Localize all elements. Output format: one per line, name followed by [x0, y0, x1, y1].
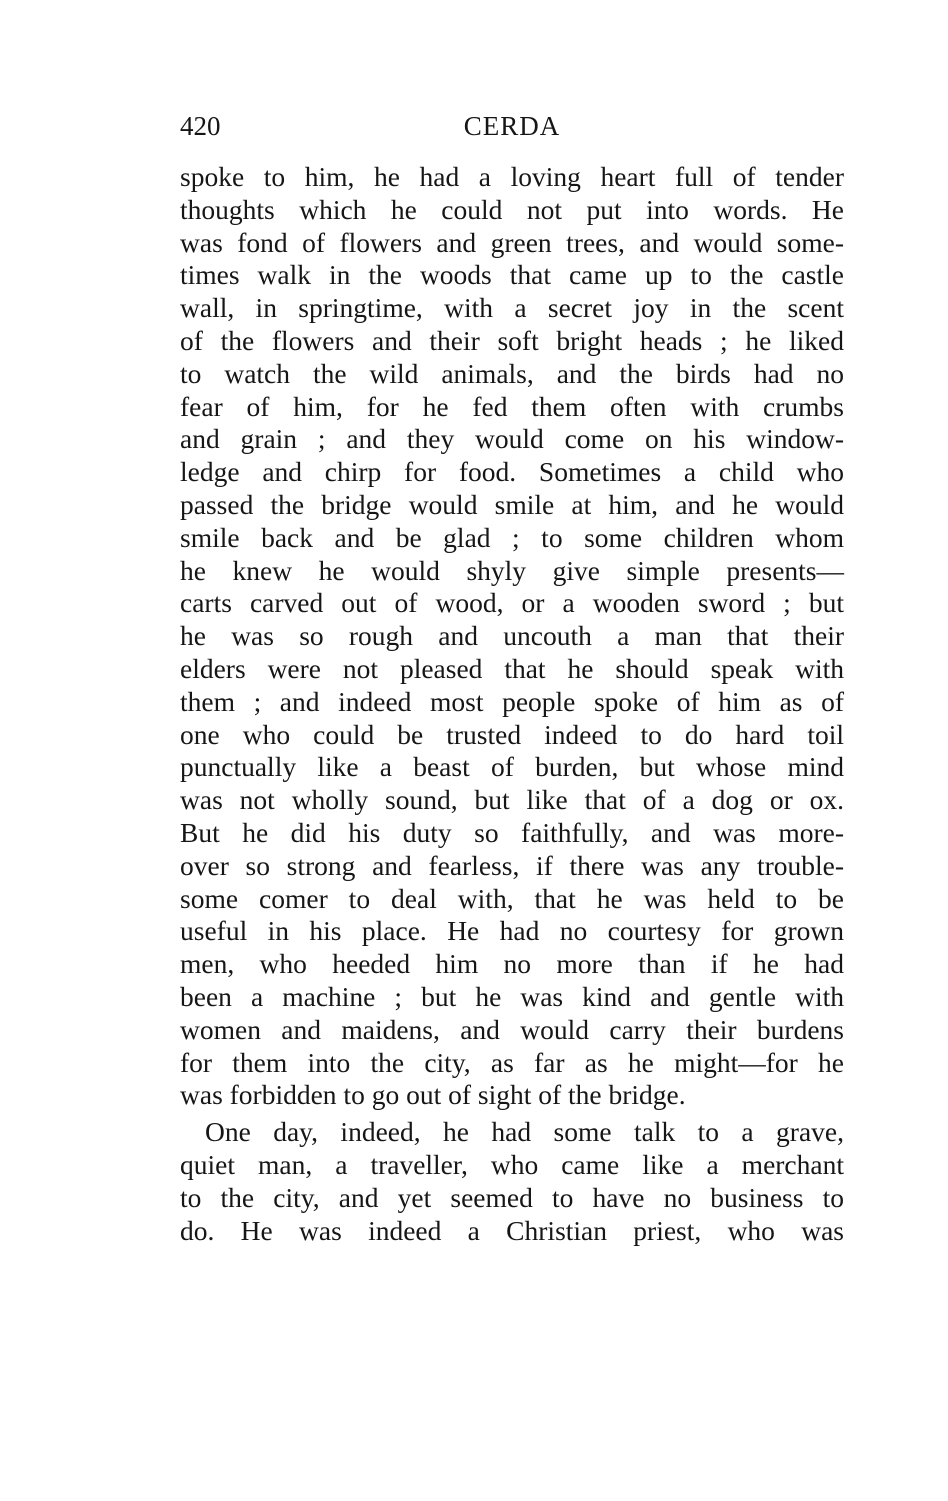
text-line: smile back and be glad ; to some children whom [180, 521, 844, 553]
text-line: women and maidens, and would carry their burdens [180, 1013, 844, 1045]
text-line: to the city, and yet seemed to have no business to [180, 1181, 844, 1213]
text-line: passed the bridge would smile at him, and he would [180, 488, 844, 520]
text-line: to watch the wild animals, and the birds had no [180, 357, 844, 389]
text-line: one who could be trusted indeed to do hard toil [180, 718, 844, 750]
text-line: them ; and indeed most people spoke of him as of [180, 685, 844, 717]
text-line: men, who heeded him no more than if he had [180, 948, 844, 980]
paragraph [180, 1116, 844, 1247]
text-line: times walk in the woods that came up to the castle [180, 259, 844, 291]
text-line: over so strong and fearless, if there was any trouble- [180, 849, 844, 881]
page-number: 420 [180, 111, 221, 141]
text-line: was forbidden to go out of sight of the bridge. [180, 1079, 686, 1111]
text-line: been a machine ; but he was kind and gentle with [180, 980, 844, 1012]
text-line: was fond of flowers and green trees, and would some- [180, 226, 844, 258]
text-line: quiet man, a traveller, who came like a merchant [180, 1148, 844, 1180]
text-line: thoughts which he could not put into words. He [180, 193, 844, 225]
text-line: carts carved out of wood, or a wooden sword ; but [180, 587, 844, 619]
text-line: he was so rough and uncouth a man that their [180, 620, 844, 652]
text-line: useful in his place. He had no courtesy for grown [180, 915, 844, 947]
text-line: elders were not pleased that he should speak with [180, 652, 844, 684]
page-header [180, 108, 844, 148]
text-line: of the flowers and their soft bright heads ; he liked [180, 324, 844, 356]
paragraph [180, 161, 844, 1112]
body-text [180, 161, 844, 1247]
running-title: CERDA [463, 111, 561, 141]
text-line: punctually like a beast of burden, but whose mind [180, 751, 844, 783]
text-line: was not wholly sound, but like that of a dog or ox. [180, 784, 844, 816]
text-line: he knew he would shyly give simple presents— [180, 554, 844, 586]
text-line: But he did his duty so faithfully, and was more- [180, 816, 844, 848]
text-line: do. He was indeed a Christian priest, who was [180, 1214, 844, 1246]
text-line: spoke to him, he had a loving heart full of tender [180, 161, 844, 192]
text-line: ledge and chirp for food. Sometimes a child who [180, 456, 844, 488]
text-line: and grain ; and they would come on his window- [180, 423, 844, 455]
text-line: wall, in springtime, with a secret joy in the scent [180, 292, 844, 324]
text-line: some comer to deal with, that he was held to be [180, 882, 844, 914]
text-line: for them into the city, as far as he might—for he [180, 1046, 844, 1078]
text-line: One day, indeed, he had some talk to a grave, [205, 1116, 844, 1148]
text-line: fear of him, for he fed them often with crumbs [180, 390, 844, 422]
